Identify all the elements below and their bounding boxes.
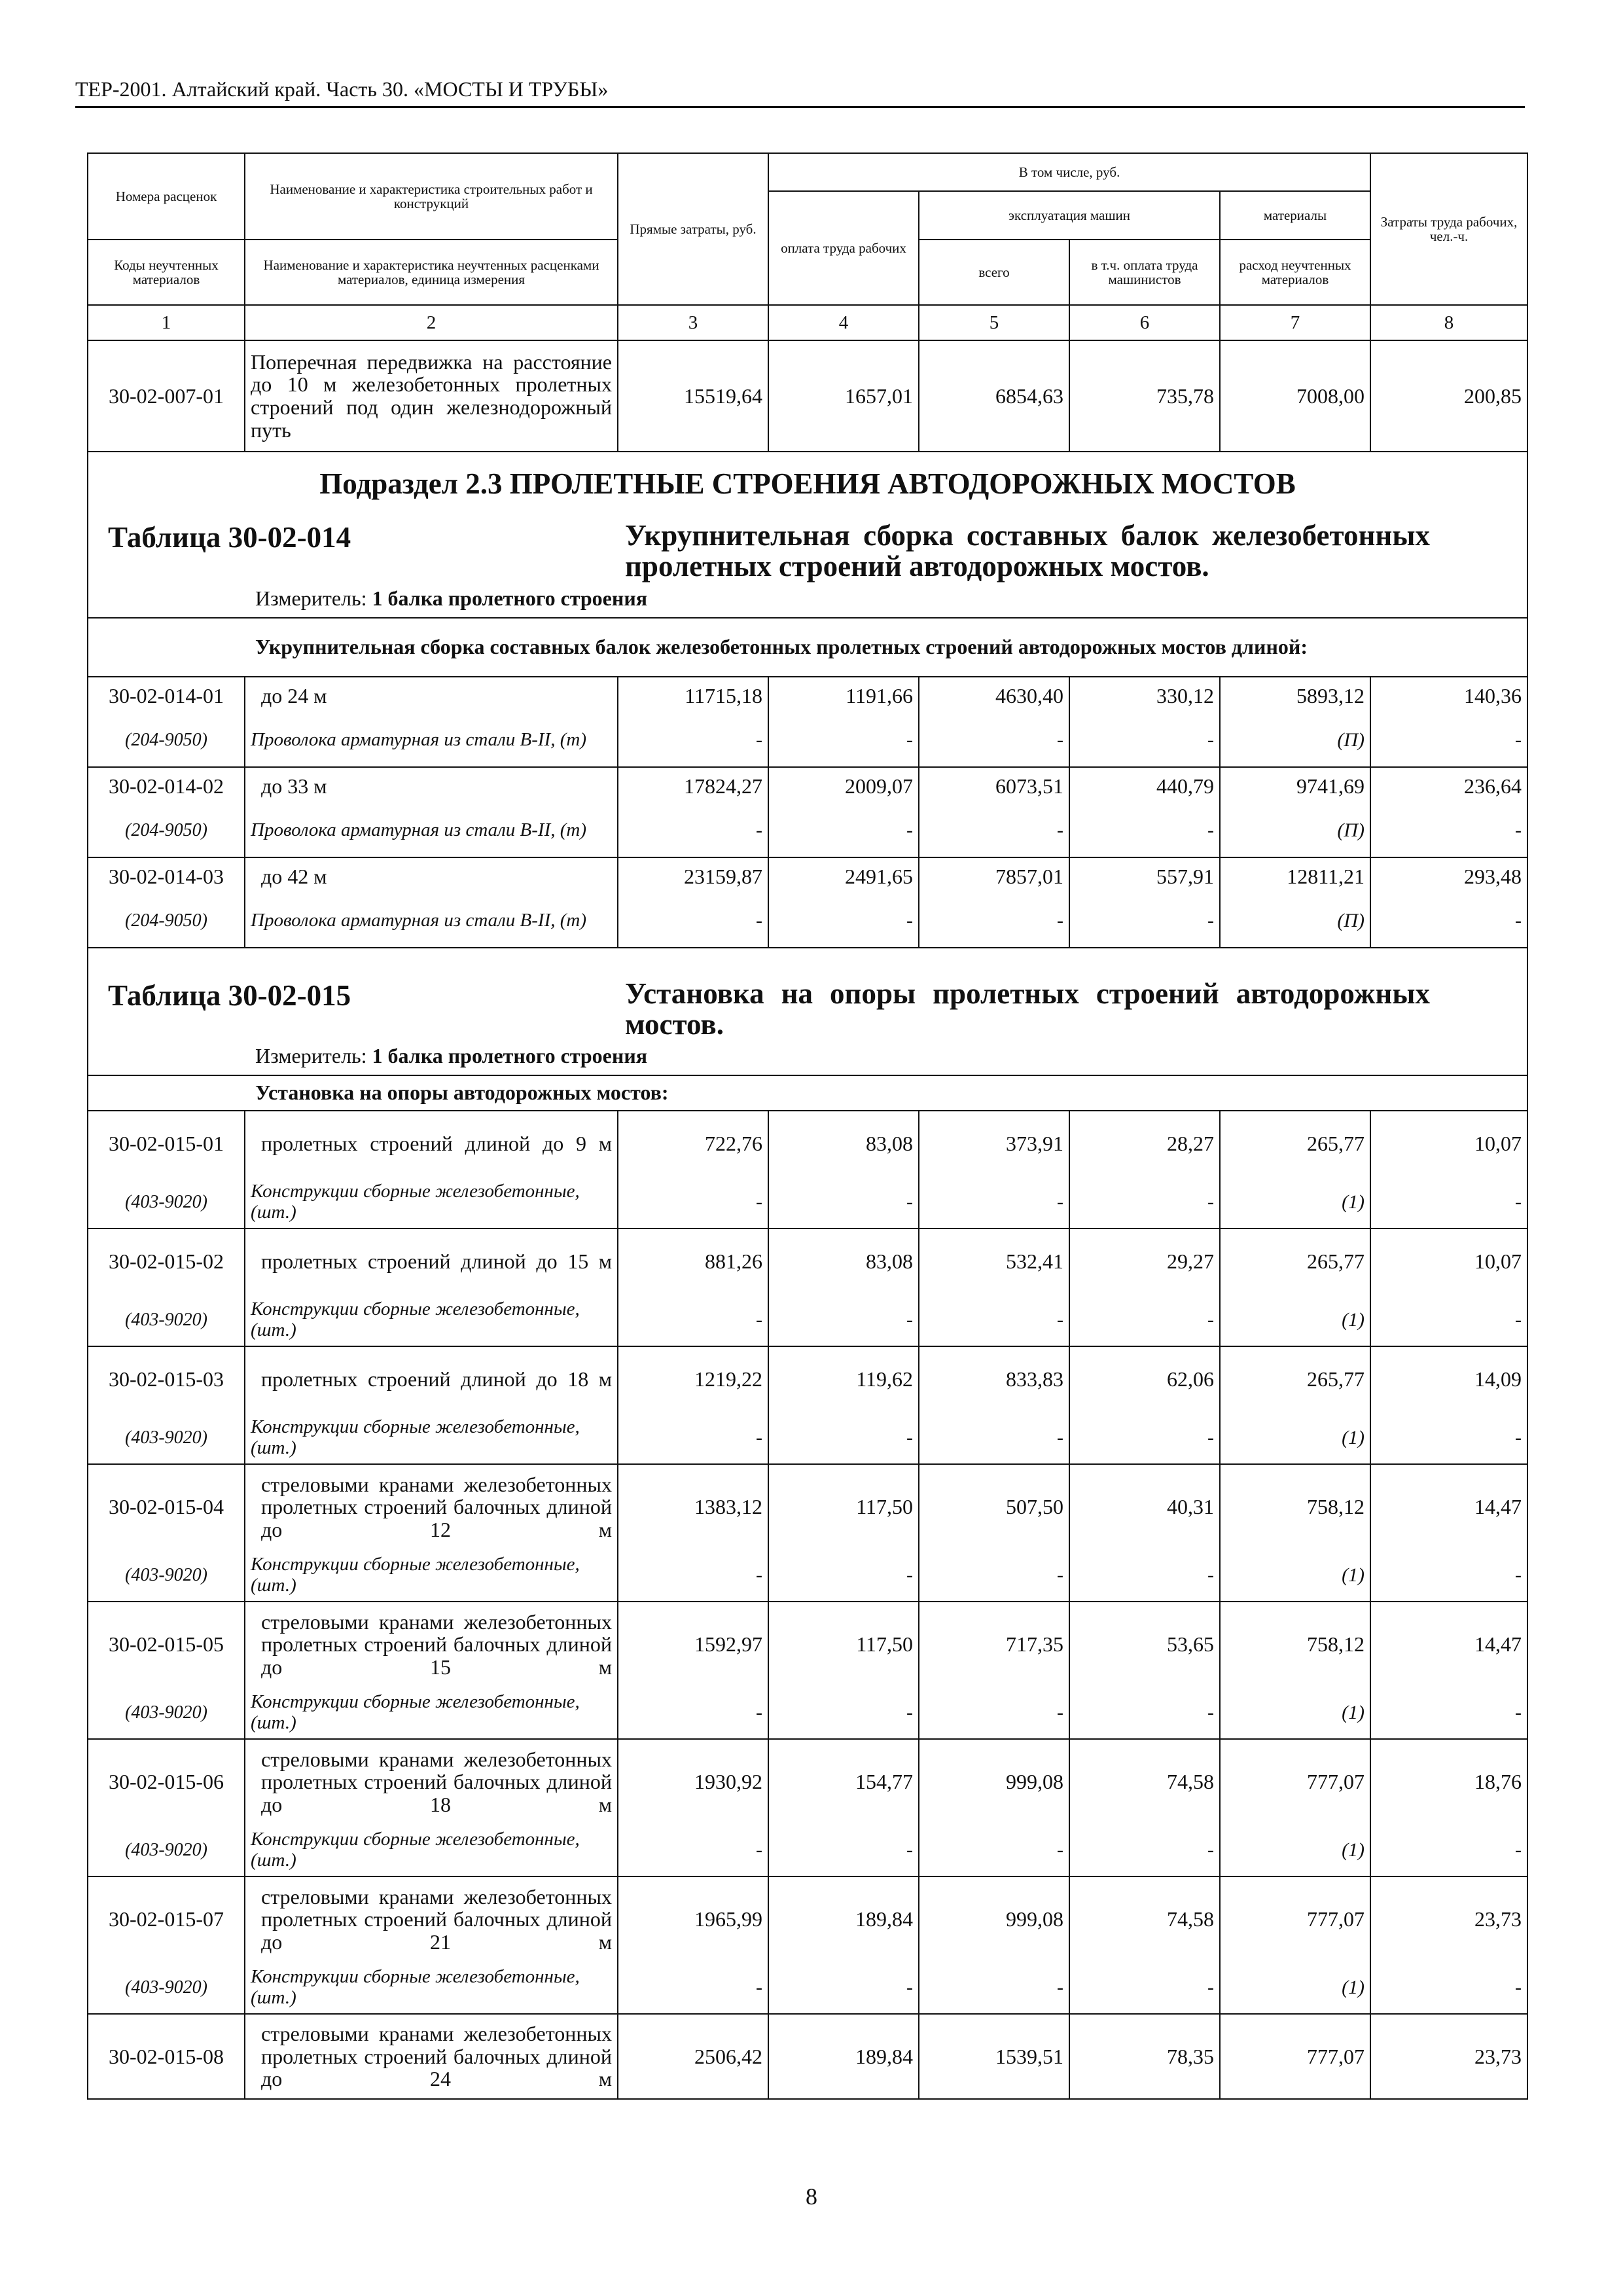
material-description: Конструкции сборные железобетонные, (шт.) (245, 1687, 618, 1739)
material-code: (403-9020) (88, 1549, 245, 1602)
labor-cost: 23,73 (1370, 2014, 1527, 2099)
col-number: 8 (1370, 305, 1527, 340)
wage-cost: 2491,65 (768, 857, 919, 895)
material-cost: 5893,12 (1220, 677, 1370, 715)
table-015-rows (88, 1111, 1527, 2099)
wage-cost: 83,08 (768, 1229, 919, 1294)
rate-description: до 42 м (245, 857, 618, 895)
material-machinist-wage: - (1069, 1962, 1220, 2014)
material-row (88, 1824, 1527, 1876)
material-labor-cost: - (1370, 1294, 1527, 1346)
rate-row (88, 767, 1527, 805)
material-row (88, 805, 1527, 857)
material-cost: 777,07 (1220, 1876, 1370, 1962)
th-machines-total: всего (919, 240, 1069, 305)
material-code: (403-9020) (88, 1294, 245, 1346)
labor-cost: 14,09 (1370, 1346, 1527, 1412)
material-labor-cost: - (1370, 1962, 1527, 2014)
th-direct-costs: Прямые затраты, руб. (618, 153, 768, 305)
material-machine-cost: - (919, 895, 1069, 948)
material-cost: 265,77 (1220, 1111, 1370, 1176)
machinist-wage: 74,58 (1069, 1739, 1220, 1824)
machinist-wage: 40,31 (1069, 1464, 1220, 1549)
th-material-codes: Коды неучтенных материалов (88, 240, 245, 305)
rate-code: 30-02-014-01 (88, 677, 245, 715)
material-row (88, 1294, 1527, 1346)
material-machine-cost: - (919, 1687, 1069, 1739)
measure-prefix: Измеритель: (255, 586, 372, 610)
wage-cost: 1191,66 (768, 677, 919, 715)
rate-code: 30-02-015-06 (88, 1739, 245, 1824)
rate-row (88, 1602, 1527, 1687)
material-machinist-wage: - (1069, 1176, 1220, 1229)
column-numbers-row (88, 305, 1527, 340)
material-direct-cost: - (618, 1294, 768, 1346)
th-material-cost: расход неучтенных материалов (1220, 240, 1370, 305)
table-015-label: Таблица 30-02-015 (108, 978, 351, 1012)
col-number: 5 (919, 305, 1069, 340)
rate-code: 30-02-014-02 (88, 767, 245, 805)
rate-code: 30-02-014-03 (88, 857, 245, 895)
material-labor-cost: - (1370, 1412, 1527, 1464)
material-labor-cost: - (1370, 805, 1527, 857)
material-cost: 265,77 (1220, 1346, 1370, 1412)
measure-prefix: Измеритель: (255, 1044, 372, 1067)
material-row (88, 1687, 1527, 1739)
col-number: 3 (618, 305, 768, 340)
rate-description: пролетных строений длиной до 9 м (245, 1111, 618, 1176)
rate-code: 30-02-015-08 (88, 2014, 245, 2099)
machine-cost: 717,35 (919, 1602, 1069, 1687)
rate-description: стреловыми кранами железобетонных пролетных строений балочных длиной до 15 м (245, 1602, 618, 1687)
material-material-cost: (1) (1220, 1824, 1370, 1876)
th-labor: Затраты труда рабочих, чел.-ч. (1370, 153, 1527, 305)
rate-description: Поперечная передвижка на расстояние до 10 м железобетонных пролетных строений под один железнодорожный путь (245, 340, 618, 452)
rate-description: стреловыми кранами железобетонных пролетных строений балочных длиной до 24 м (245, 2014, 618, 2099)
rate-row (88, 1111, 1527, 1176)
rate-code: 30-02-015-02 (88, 1229, 245, 1294)
material-direct-cost: - (618, 805, 768, 857)
rate-code: 30-02-007-01 (88, 340, 245, 452)
machinist-wage: 29,27 (1069, 1229, 1220, 1294)
material-machine-cost: - (919, 1549, 1069, 1602)
direct-cost: 722,76 (618, 1111, 768, 1176)
material-wage-cost: - (768, 1412, 919, 1464)
material-material-cost: (П) (1220, 805, 1370, 857)
material-direct-cost: - (618, 1824, 768, 1876)
direct-cost: 15519,64 (618, 340, 768, 452)
rate-code: 30-02-015-07 (88, 1876, 245, 1962)
material-wage-cost: - (768, 1294, 919, 1346)
rate-row (88, 677, 1527, 715)
material-code: (403-9020) (88, 1962, 245, 2014)
material-wage-cost: - (768, 1176, 919, 1229)
machine-cost: 999,08 (919, 1739, 1069, 1824)
table-015-group: Установка на опоры автодорожных мостов: (88, 1075, 1527, 1111)
material-description: Конструкции сборные железобетонные, (шт.) (245, 1549, 618, 1602)
wage-cost: 1657,01 (768, 340, 919, 452)
material-description: Конструкции сборные железобетонные, (шт.) (245, 1294, 618, 1346)
direct-cost: 881,26 (618, 1229, 768, 1294)
labor-cost: 18,76 (1370, 1739, 1527, 1824)
wage-cost: 189,84 (768, 1876, 919, 1962)
table-015-heading (88, 948, 1527, 1041)
material-machinist-wage: - (1069, 1294, 1220, 1346)
material-direct-cost: - (618, 1176, 768, 1229)
material-wage-cost: - (768, 1962, 919, 2014)
material-description: Конструкции сборные железобетонные, (шт.) (245, 1176, 618, 1229)
table-014-rows (88, 677, 1527, 948)
rate-row (88, 1876, 1527, 1962)
machine-cost: 4630,40 (919, 677, 1069, 715)
table-014-name: Укрупнительная сборка составных балок железобетонных пролетных строений автодорожных мостов. (625, 519, 1430, 583)
rate-description: стреловыми кранами железобетонных пролетных строений балочных длиной до 12 м (245, 1464, 618, 1549)
material-labor-cost: - (1370, 715, 1527, 767)
material-material-cost: (1) (1220, 1412, 1370, 1464)
rate-row (88, 1739, 1527, 1824)
material-material-cost: (1) (1220, 1176, 1370, 1229)
direct-cost: 17824,27 (618, 767, 768, 805)
th-material-name: Наименование и характеристика неучтенных расценками материалов, единица измерения (245, 240, 618, 305)
machine-cost: 999,08 (919, 1876, 1069, 1962)
material-machine-cost: - (919, 1412, 1069, 1464)
material-machinist-wage: - (1069, 1687, 1220, 1739)
material-description: Проволока арматурная из стали В-II, (т) (245, 895, 618, 948)
labor-cost: 293,48 (1370, 857, 1527, 895)
rate-row (88, 340, 1527, 452)
machinist-wage: 74,58 (1069, 1876, 1220, 1962)
material-machinist-wage: - (1069, 805, 1220, 857)
machinist-wage: 440,79 (1069, 767, 1220, 805)
material-material-cost: (1) (1220, 1687, 1370, 1739)
material-code: (204-9050) (88, 895, 245, 948)
measure-unit: 1 балка пролетного строения (372, 586, 648, 610)
material-description: Конструкции сборные железобетонные, (шт.) (245, 1824, 618, 1876)
material-wage-cost: - (768, 895, 919, 948)
wage-cost: 117,50 (768, 1464, 919, 1549)
direct-cost: 11715,18 (618, 677, 768, 715)
rate-row (88, 857, 1527, 895)
rate-row (88, 2014, 1527, 2099)
material-wage-cost: - (768, 1824, 919, 1876)
material-labor-cost: - (1370, 1687, 1527, 1739)
material-machine-cost: - (919, 805, 1069, 857)
direct-cost: 1219,22 (618, 1346, 768, 1412)
rate-description: пролетных строений длиной до 18 м (245, 1346, 618, 1412)
material-row (88, 1176, 1527, 1229)
material-labor-cost: - (1370, 1824, 1527, 1876)
direct-cost: 1592,97 (618, 1602, 768, 1687)
machinist-wage: 62,06 (1069, 1346, 1220, 1412)
material-machinist-wage: - (1069, 1549, 1220, 1602)
rate-code: 30-02-015-03 (88, 1346, 245, 1412)
machinist-wage: 28,27 (1069, 1111, 1220, 1176)
material-description: Проволока арматурная из стали В-II, (т) (245, 805, 618, 857)
rates-table (87, 152, 1528, 2100)
wage-cost: 189,84 (768, 2014, 919, 2099)
rate-code: 30-02-015-04 (88, 1464, 245, 1549)
col-number: 2 (245, 305, 618, 340)
material-code: (403-9020) (88, 1687, 245, 1739)
machinist-wage: 330,12 (1069, 677, 1220, 715)
material-description: Проволока арматурная из стали В-II, (т) (245, 715, 618, 767)
wage-cost: 2009,07 (768, 767, 919, 805)
page-number: 8 (806, 2183, 817, 2210)
material-direct-cost: - (618, 895, 768, 948)
rate-code: 30-02-015-05 (88, 1602, 245, 1687)
material-code: (403-9020) (88, 1412, 245, 1464)
machinist-wage: 78,35 (1069, 2014, 1220, 2099)
col-number: 4 (768, 305, 919, 340)
machine-cost: 833,83 (919, 1346, 1069, 1412)
material-cost: 777,07 (1220, 2014, 1370, 2099)
material-code: (204-9050) (88, 715, 245, 767)
rate-description: до 24 м (245, 677, 618, 715)
th-materials: материалы (1220, 191, 1370, 240)
material-cost: 12811,21 (1220, 857, 1370, 895)
material-cost: 265,77 (1220, 1229, 1370, 1294)
material-description: Конструкции сборные железобетонные, (шт.) (245, 1412, 618, 1464)
labor-cost: 236,64 (1370, 767, 1527, 805)
table-014-heading (88, 506, 1527, 583)
table-014-group: Укрупнительная сборка составных балок железобетонных пролетных строений автодорожных мостов длиной: (88, 618, 1527, 677)
material-labor-cost: - (1370, 1549, 1527, 1602)
material-description: Конструкции сборные железобетонные, (шт.) (245, 1962, 618, 2014)
machine-cost: 532,41 (919, 1229, 1069, 1294)
table-014-label: Таблица 30-02-014 (108, 521, 351, 554)
material-machinist-wage: - (1069, 895, 1220, 948)
material-material-cost: (1) (1220, 1294, 1370, 1346)
material-row (88, 1412, 1527, 1464)
material-row (88, 1962, 1527, 2014)
rate-row (88, 1229, 1527, 1294)
machine-cost: 7857,01 (919, 857, 1069, 895)
machinist-wage: 53,65 (1069, 1602, 1220, 1687)
wage-cost: 154,77 (768, 1739, 919, 1824)
material-code: (204-9050) (88, 805, 245, 857)
rate-code: 30-02-015-01 (88, 1111, 245, 1176)
machinist-wage: 735,78 (1069, 340, 1220, 452)
material-machine-cost: - (919, 1176, 1069, 1229)
labor-cost: 140,36 (1370, 677, 1527, 715)
material-material-cost: (1) (1220, 1962, 1370, 2014)
material-machine-cost: - (919, 1962, 1069, 2014)
rate-description: стреловыми кранами железобетонных пролетных строений балочных длиной до 18 м (245, 1739, 618, 1824)
material-cost: 758,12 (1220, 1464, 1370, 1549)
wage-cost: 83,08 (768, 1111, 919, 1176)
direct-cost: 1383,12 (618, 1464, 768, 1549)
labor-cost: 14,47 (1370, 1602, 1527, 1687)
material-code: (403-9020) (88, 1176, 245, 1229)
labor-cost: 23,73 (1370, 1876, 1527, 1962)
direct-cost: 23159,87 (618, 857, 768, 895)
material-machine-cost: - (919, 715, 1069, 767)
material-direct-cost: - (618, 1687, 768, 1739)
machine-cost: 373,91 (919, 1111, 1069, 1176)
material-material-cost: (1) (1220, 1549, 1370, 1602)
material-machinist-wage: - (1069, 1824, 1220, 1876)
th-machinist-wages: в т.ч. оплата труда машинистов (1069, 240, 1220, 305)
col-number: 1 (88, 305, 245, 340)
rate-description: стреловыми кранами железобетонных пролетных строений балочных длиной до 21 м (245, 1876, 618, 1962)
material-row (88, 895, 1527, 948)
material-wage-cost: - (768, 1687, 919, 1739)
machinist-wage: 557,91 (1069, 857, 1220, 895)
material-labor-cost: - (1370, 1176, 1527, 1229)
machine-cost: 6073,51 (919, 767, 1069, 805)
th-machines: эксплуатация машин (919, 191, 1220, 240)
material-direct-cost: - (618, 1962, 768, 2014)
material-row (88, 715, 1527, 767)
page-header: ТЕР-2001. Алтайский край. Часть 30. «МОСТЫ И ТРУБЫ» (75, 77, 609, 101)
table-014-measure (88, 583, 1527, 618)
rate-description: пролетных строений длиной до 15 м (245, 1229, 618, 1294)
section-title: Подраздел 2.3 ПРОЛЕТНЫЕ СТРОЕНИЯ АВТОДОРОЖНЫХ МОСТОВ (88, 452, 1527, 506)
material-machinist-wage: - (1069, 715, 1220, 767)
labor-cost: 14,47 (1370, 1464, 1527, 1549)
th-incl: В том числе, руб. (768, 153, 1370, 191)
material-row (88, 1549, 1527, 1602)
direct-cost: 2506,42 (618, 2014, 768, 2099)
th-work-name: Наименование и характеристика строительных работ и конструкций (245, 153, 618, 240)
direct-cost: 1930,92 (618, 1739, 768, 1824)
material-cost: 9741,69 (1220, 767, 1370, 805)
material-code: (403-9020) (88, 1824, 245, 1876)
material-material-cost: (П) (1220, 715, 1370, 767)
machine-cost: 6854,63 (919, 340, 1069, 452)
rate-description: до 33 м (245, 767, 618, 805)
header-rule (75, 106, 1525, 108)
labor-cost: 10,07 (1370, 1111, 1527, 1176)
th-wages: оплата труда рабочих (768, 191, 919, 305)
col-number: 6 (1069, 305, 1220, 340)
rate-row (88, 1346, 1527, 1412)
material-direct-cost: - (618, 1549, 768, 1602)
machine-cost: 507,50 (919, 1464, 1069, 1549)
measure-unit: 1 балка пролетного строения (372, 1044, 648, 1067)
rate-row (88, 1464, 1527, 1549)
table-015-measure (88, 1040, 1527, 1075)
material-wage-cost: - (768, 805, 919, 857)
labor-cost: 200,85 (1370, 340, 1527, 452)
material-machinist-wage: - (1069, 1412, 1220, 1464)
wage-cost: 117,50 (768, 1602, 919, 1687)
col-number: 7 (1220, 305, 1370, 340)
material-cost: 7008,00 (1220, 340, 1370, 452)
material-wage-cost: - (768, 1549, 919, 1602)
table-015-name: Установка на опоры пролетных строений автодорожных мостов. (625, 977, 1430, 1040)
material-direct-cost: - (618, 1412, 768, 1464)
material-cost: 758,12 (1220, 1602, 1370, 1687)
material-wage-cost: - (768, 715, 919, 767)
material-material-cost: (П) (1220, 895, 1370, 948)
th-rate-number: Номера расценок (88, 153, 245, 240)
wage-cost: 119,62 (768, 1346, 919, 1412)
machine-cost: 1539,51 (919, 2014, 1069, 2099)
material-machine-cost: - (919, 1824, 1069, 1876)
material-machine-cost: - (919, 1294, 1069, 1346)
labor-cost: 10,07 (1370, 1229, 1527, 1294)
material-labor-cost: - (1370, 895, 1527, 948)
material-direct-cost: - (618, 715, 768, 767)
direct-cost: 1965,99 (618, 1876, 768, 1962)
material-cost: 777,07 (1220, 1739, 1370, 1824)
